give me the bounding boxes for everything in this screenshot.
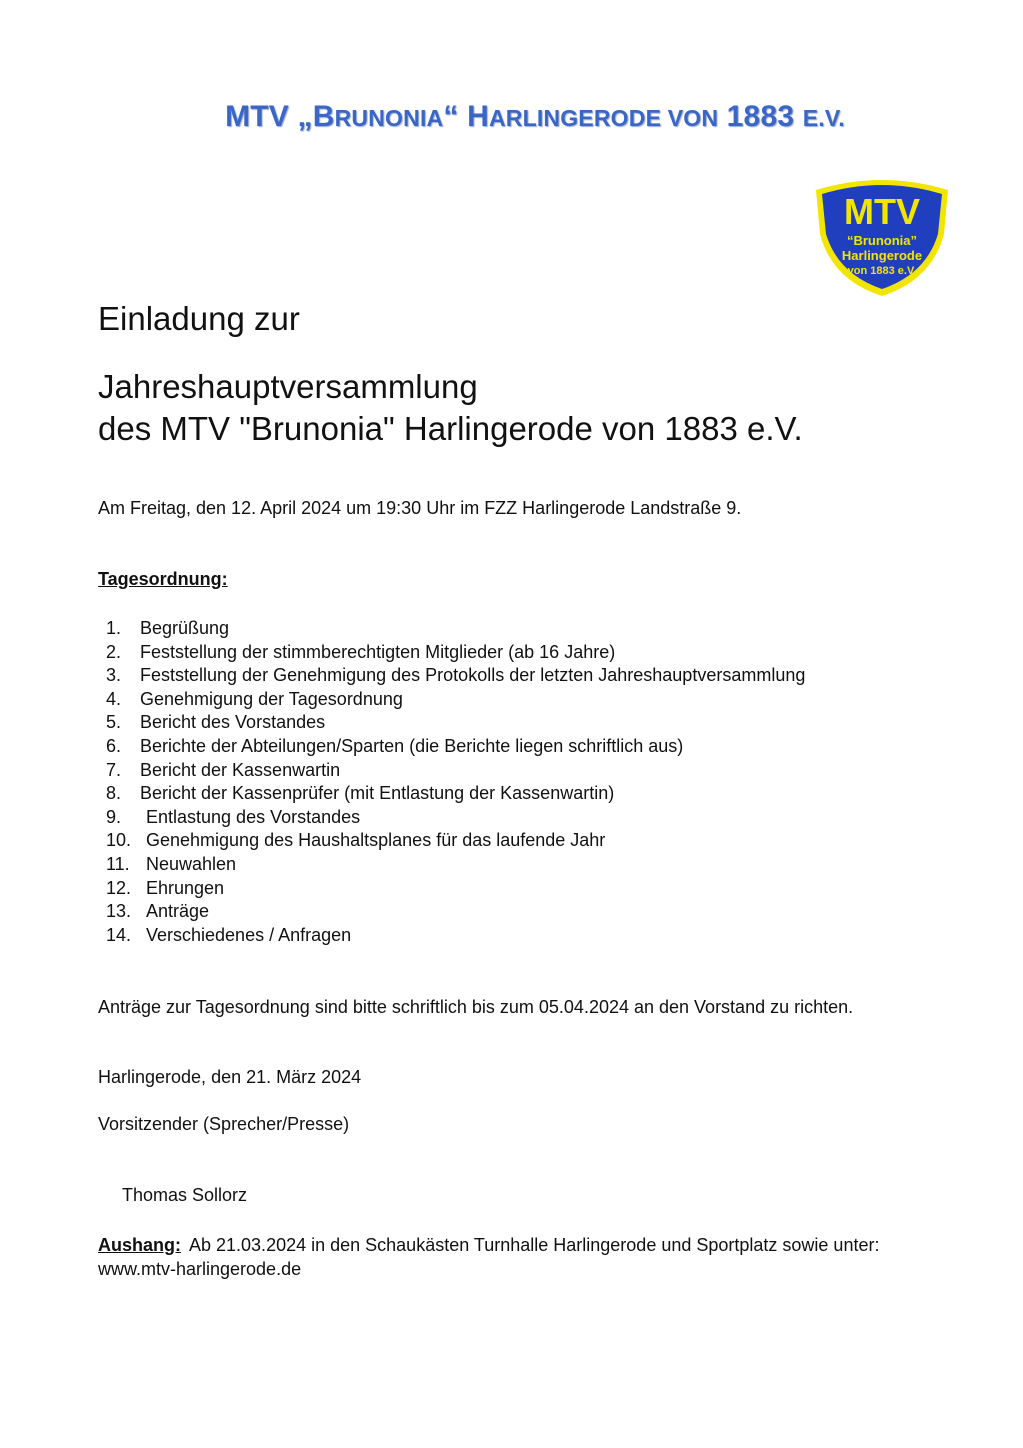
agenda-item — [106, 782, 805, 806]
header-part: MTV „B — [225, 100, 335, 133]
agenda-text: Verschiedenes / Anfragen — [146, 924, 352, 945]
agenda-item — [106, 735, 805, 759]
meeting-details: Am Freitag, den 12. April 2024 um 19:30 Uhr im FZZ Harlingerode Landstraße 9. — [98, 498, 742, 518]
logo-brunonia: “Brunonia” — [846, 233, 918, 248]
meeting-title-line: Jahreshauptversammlung — [98, 368, 478, 405]
agenda-heading: Tagesordnung: — [98, 569, 228, 589]
agenda-item — [106, 664, 805, 688]
posting-text: Ab 21.03.2024 in den Schaukästen Turnhalle Harlingerode und Sportplatz sowie unter: www.mtv-harlingerode.de — [98, 1235, 880, 1279]
meeting-title-line: des MTV "Brunonia" Harlingerode von 1883 e.V. — [98, 410, 803, 447]
agenda-number: 7. — [106, 759, 122, 780]
agenda-item — [106, 711, 805, 735]
agenda-list — [106, 617, 805, 947]
signatory-role: Vorsitzender (Sprecher/Presse) — [98, 1114, 350, 1134]
agenda-item — [106, 829, 805, 853]
place-and-date: Harlingerode, den 21. März 2024 — [98, 1067, 362, 1087]
agenda-text: Genehmigung der Tagesordnung — [140, 688, 403, 709]
logo-year: von 1883 e.V. — [847, 265, 917, 277]
agenda-item — [106, 688, 805, 712]
agenda-number: 6. — [106, 735, 122, 756]
agenda-text: Berichte der Abteilungen/Sparten (die Berichte liegen schriftlich aus) — [140, 735, 684, 756]
agenda-text: Begrüßung — [140, 618, 230, 638]
posting-label: Aushang: — [98, 1235, 181, 1255]
agenda-text: Genehmigung des Haushaltsplanes für das laufende Jahr — [146, 830, 606, 851]
agenda-number: 13. — [106, 901, 132, 922]
agenda-text: Bericht der Kassenwartin — [140, 759, 341, 780]
agenda-text: Neuwahlen — [146, 853, 237, 874]
agenda-item — [106, 641, 805, 665]
agenda-number: 10. — [106, 830, 132, 851]
agenda-item — [106, 924, 805, 948]
agenda-text: Bericht der Kassenprüfer (mit Entlastung der Kassenwartin) — [140, 783, 615, 804]
agenda-text: Feststellung der Genehmigung des Protokolls der letzten Jahreshauptversammlung — [140, 665, 806, 686]
agenda-number: 1. — [106, 618, 122, 638]
agenda-item — [106, 759, 805, 783]
agenda-number: 11. — [106, 853, 130, 874]
agenda-text: Entlastung des Vorstandes — [146, 806, 361, 827]
logo-mtv: MTV — [844, 191, 920, 232]
agenda-number: 14. — [106, 924, 132, 945]
agenda-item — [106, 617, 805, 641]
club-name-header — [0, 100, 1023, 134]
agenda-number: 2. — [106, 641, 122, 662]
agenda-text: Bericht des Vorstandes — [140, 712, 326, 733]
posting-notice — [98, 1233, 958, 1281]
logo-harlingerode: Harlingerode — [841, 248, 923, 263]
agenda-number: 4. — [106, 688, 122, 709]
agenda-item — [106, 900, 805, 924]
agenda-number: 8. — [106, 783, 122, 804]
header-part: 1883 — [718, 100, 803, 133]
agenda-item — [106, 877, 805, 901]
signatory-name: Thomas Sollorz — [122, 1185, 248, 1205]
agenda-number: 12. — [106, 877, 132, 898]
agenda-text: Feststellung der stimmberechtigten Mitglieder (ab 16 Jahre) — [140, 641, 616, 662]
agenda-text: Anträge — [146, 901, 210, 922]
agenda-item — [106, 806, 805, 830]
invitation-title: Einladung zur — [98, 300, 300, 337]
meeting-title — [98, 366, 803, 450]
header-part: RUNONIA — [334, 105, 444, 131]
agenda-number: 5. — [106, 712, 122, 733]
agenda-number: 3. — [106, 665, 122, 686]
agenda-number: 9. — [106, 806, 122, 827]
header-part: E.V. — [802, 105, 845, 131]
motions-deadline-note: Anträge zur Tagesordnung sind bitte schriftlich bis zum 05.04.2024 an den Vorstand zu richten. — [98, 997, 854, 1017]
agenda-text: Ehrungen — [146, 877, 225, 898]
header-part: “ H — [443, 100, 489, 133]
header-part: ARLINGERODE VON — [488, 105, 719, 131]
agenda-item — [106, 853, 805, 877]
club-logo — [812, 172, 952, 300]
